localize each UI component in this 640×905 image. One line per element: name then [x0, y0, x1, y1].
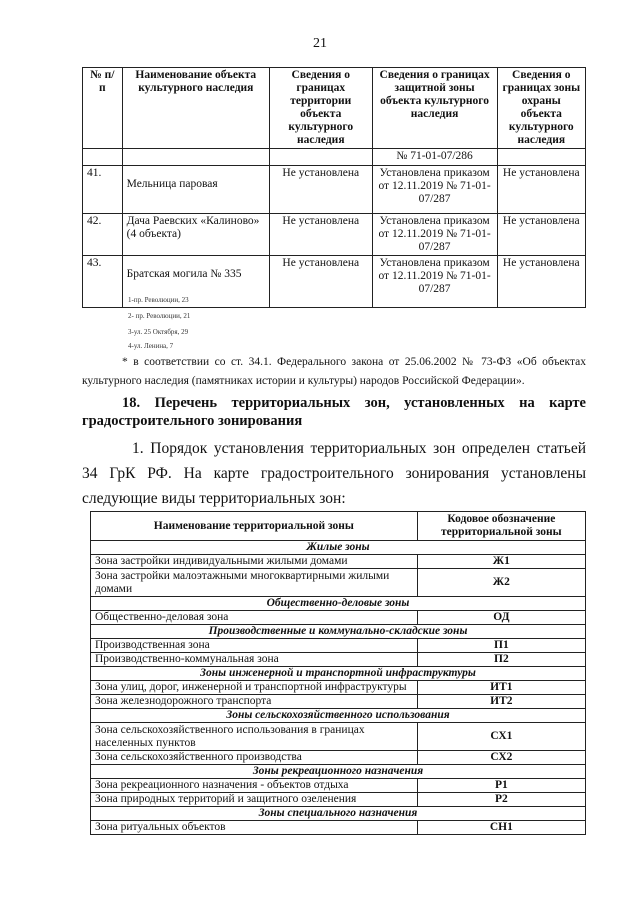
intro-paragraph: 1. Порядок установления территориальных зон определен статьей 34 ГрК РФ. На карте градостроительного зонирования установлены следующие виды территориальных зон:: [82, 440, 586, 507]
zone-name: Зона природных территорий и защитного озеленения: [91, 793, 418, 807]
table-row: [83, 149, 586, 166]
zone-name: Производственно-коммунальная зона: [91, 653, 418, 667]
zone-code: П1: [417, 639, 585, 653]
zone-name: Зона улиц, дорог, инженерной и транспортной инфраструктуры: [91, 681, 418, 695]
zone-code: СХ2: [417, 751, 585, 765]
zone-group-row: [91, 625, 586, 639]
cell-guard-zones: [497, 149, 585, 166]
heritage-objects-table: [82, 67, 586, 308]
cell-name: Братская могила № 335: [122, 256, 269, 308]
table-row: [91, 653, 586, 667]
zone-group-title: Производственные и коммунально-складские зоны: [91, 625, 586, 639]
header-zone-code: Кодовое обозначение территориальной зоны: [417, 512, 585, 541]
header-guard-zones: Сведения о границах зоны охраны объекта культурного наследия: [497, 68, 585, 149]
address-note: 1-пр. Революции, 23: [128, 296, 189, 304]
table-row: [91, 611, 586, 625]
zone-group-row: [91, 541, 586, 555]
page-number: 21: [313, 36, 327, 51]
table-row: [91, 779, 586, 793]
header-territory: Сведения о границах территории объекта культурного наследия: [269, 68, 372, 149]
table-header-row: [83, 68, 586, 149]
zone-group-row: [91, 709, 586, 723]
cell-protection-zone: Установлена приказом от 12.11.2019 № 71-01-07/287: [372, 256, 497, 308]
table-row: [91, 639, 586, 653]
cell-guard-zones: Не установлена: [497, 256, 585, 308]
zone-code: ОД: [417, 611, 585, 625]
cell-protection-zone: № 71-01-07/286: [372, 149, 497, 166]
zone-name: Зона ритуальных объектов: [91, 821, 418, 835]
footnote: * в соответствии со ст. 34.1. Федерального закона от 25.06.2002 № 73-ФЗ «Об объектах культурного наследия (памятниках истории и культуры) народов Российской Федерации».: [82, 356, 586, 387]
zone-name: Зона застройки малоэтажными многоквартирными жилыми домами: [91, 569, 418, 597]
cell-territory: Не установлена: [269, 256, 372, 308]
address-note: 3-ул. 25 Октября, 29: [128, 328, 189, 336]
zone-name: Производственная зона: [91, 639, 418, 653]
zone-code: П2: [417, 653, 585, 667]
zone-code: Ж1: [417, 555, 585, 569]
zone-name: Зона застройки индивидуальными жилыми домами: [91, 555, 418, 569]
zone-name: Зона сельскохозяйственного производства: [91, 751, 418, 765]
zone-code: ИТ1: [417, 681, 585, 695]
zone-name: Зона железнодорожного транспорта: [91, 695, 418, 709]
table-header-row: [91, 512, 586, 541]
territorial-zones-table: [90, 511, 586, 835]
zone-group-row: [91, 765, 586, 779]
zone-group-row: [91, 807, 586, 821]
header-name: Наименование объекта культурного наследия: [122, 68, 269, 149]
cell-territory: Не установлена: [269, 166, 372, 214]
table-row: [83, 166, 586, 214]
cell-territory: [269, 149, 372, 166]
table-row: [91, 569, 586, 597]
zone-group-title: Жилые зоны: [91, 541, 586, 555]
zone-name: Зона сельскохозяйственного использования в границах населенных пунктов: [91, 723, 418, 751]
cell-num: 43.: [83, 256, 123, 308]
header-num: № п/п: [83, 68, 123, 149]
zone-code: Р1: [417, 779, 585, 793]
address-note: 4-ул. Ленина, 7: [128, 342, 174, 350]
zone-group-title: Зоны инженерной и транспортной инфраструктуры: [91, 667, 586, 681]
table-row: [91, 821, 586, 835]
cell-num: 41.: [83, 166, 123, 214]
cell-name: Дача Раевских «Калиново» (4 объекта): [122, 214, 269, 256]
zone-group-title: Зоны специального назначения: [91, 807, 586, 821]
zone-code: ИТ2: [417, 695, 585, 709]
zone-group-title: Общественно-деловые зоны: [91, 597, 586, 611]
table-row: [83, 214, 586, 256]
cell-num: [83, 149, 123, 166]
zone-group-row: [91, 597, 586, 611]
table-row: [91, 681, 586, 695]
zone-group-title: Зоны рекреационного назначения: [91, 765, 586, 779]
section-heading: 18. Перечень территориальных зон, установленных на карте градостроительного зонирования: [82, 395, 586, 429]
table-row: [91, 695, 586, 709]
header-protection-zone: Сведения о границах защитной зоны объекта культурного наследия: [372, 68, 497, 149]
header-zone-name: Наименование территориальной зоны: [91, 512, 418, 541]
cell-territory: Не установлена: [269, 214, 372, 256]
zone-name: Общественно-деловая зона: [91, 611, 418, 625]
table-row: [91, 555, 586, 569]
zone-code: Ж2: [417, 569, 585, 597]
zone-code: Р2: [417, 793, 585, 807]
cell-guard-zones: Не установлена: [497, 166, 585, 214]
cell-guard-zones: Не установлена: [497, 214, 585, 256]
cell-name: [122, 149, 269, 166]
table-row: [91, 751, 586, 765]
zone-name: Зона рекреационного назначения - объектов отдыха: [91, 779, 418, 793]
cell-num: 42.: [83, 214, 123, 256]
zone-group-title: Зоны сельскохозяйственного использования: [91, 709, 586, 723]
zone-code: СХ1: [417, 723, 585, 751]
address-note: 2- пр. Революции, 21: [128, 312, 191, 320]
table-row: [91, 723, 586, 751]
table-row: [91, 793, 586, 807]
cell-protection-zone: Установлена приказом от 12.11.2019 № 71-01-07/287: [372, 214, 497, 256]
cell-protection-zone: Установлена приказом от 12.11.2019 № 71-01-07/287: [372, 166, 497, 214]
cell-name: Мельница паровая: [122, 166, 269, 214]
zone-code: СН1: [417, 821, 585, 835]
zone-group-row: [91, 667, 586, 681]
